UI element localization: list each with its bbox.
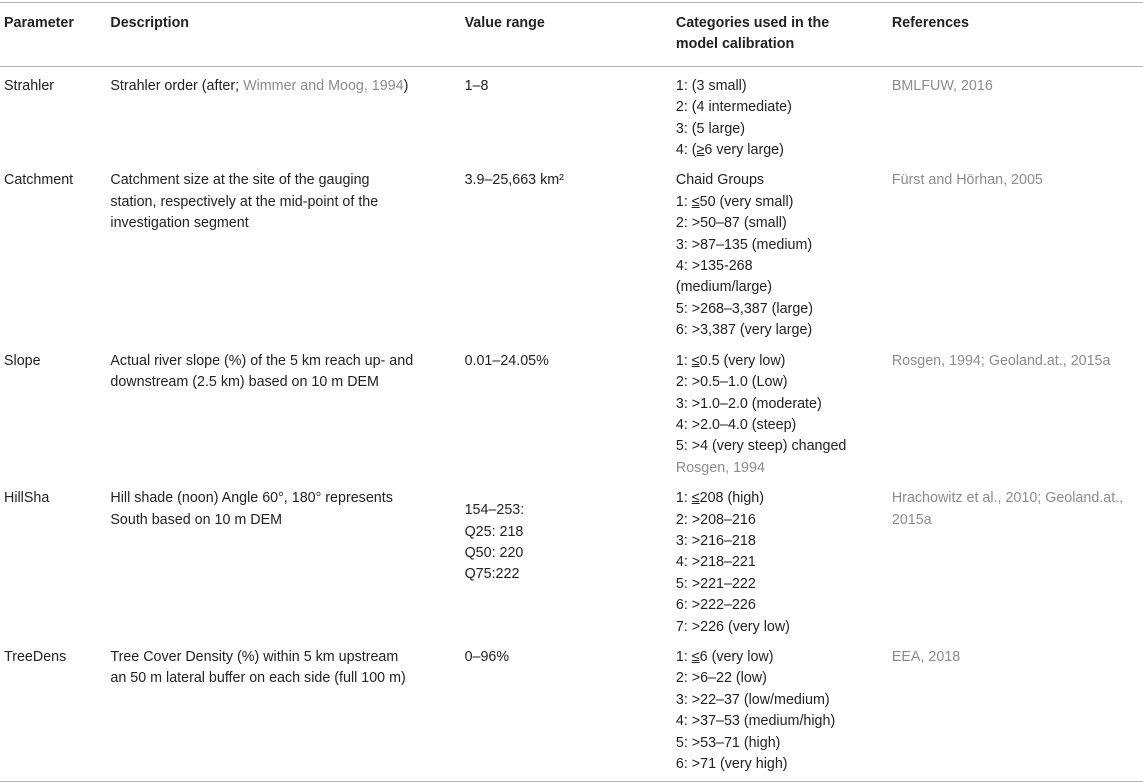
table-row <box>0 342 1143 479</box>
category-item: 4: >218–221 <box>675 554 756 571</box>
cell-categories <box>676 479 892 638</box>
header-categories <box>676 3 892 67</box>
category-item: 1: ≤208 (high) <box>675 490 765 507</box>
cell-categories <box>676 342 892 479</box>
category-item: 2: >208–216 <box>675 511 756 528</box>
header-categories-line1: Categories used in the <box>675 15 830 31</box>
reference-line[interactable]: Hrachowitz et al., 2010; Geoland.at., <box>891 490 1124 507</box>
category-item: 6: >222–226 <box>675 597 756 614</box>
cell-references[interactable]: EEA, 2018 <box>892 638 1143 782</box>
header-references: References <box>892 3 1143 67</box>
category-item: 5: >221–222 <box>675 575 756 592</box>
description-line: an 50 m lateral buffer on each side (full 100 m) <box>110 670 406 687</box>
description-line: Tree Cover Density (%) within 5 km upstream <box>110 648 399 665</box>
cell-description <box>110 638 464 782</box>
category-item: 6: >71 (very high) <box>675 756 788 772</box>
header-parameter: Parameter <box>0 3 110 67</box>
reference-line[interactable]: 2015a <box>891 511 932 528</box>
cell-value-range: 0–96% <box>465 638 676 782</box>
table-row <box>0 161 1143 341</box>
value-line: Q50: 220 <box>464 544 524 561</box>
category-item: 3: >1.0–2.0 (moderate) <box>675 395 822 412</box>
category-item: 2: >50–87 (small) <box>675 215 787 232</box>
cell-references[interactable]: BMLFUW, 2016 <box>891 77 993 94</box>
category-item: 4: >135-268 <box>675 258 753 275</box>
category-item: 6: >3,387 (very large) <box>675 322 813 339</box>
category-item: 5: >53–71 (high) <box>675 734 781 751</box>
value-line: Q75:222 <box>464 566 520 583</box>
citation-link[interactable]: Wimmer and Moog, 1994 <box>243 77 404 94</box>
header-categories-line2: model calibration <box>675 36 795 53</box>
description-line: investigation segment <box>110 215 249 232</box>
cell-value-range: 1–8 <box>464 77 489 94</box>
category-item: 1: ≤6 (very low) <box>675 648 774 665</box>
category-item: 3: >22–37 (low/medium) <box>675 691 830 708</box>
cell-categories <box>676 66 892 161</box>
cell-parameter: Catchment <box>4 172 74 189</box>
citation-link[interactable]: Rosgen, 1994 <box>675 459 765 476</box>
category-item: 5: >4 (very steep) changed <box>675 438 847 455</box>
cell-categories <box>676 161 892 341</box>
cell-description <box>110 66 464 161</box>
description-line: Catchment size at the site of the gauging <box>110 172 370 189</box>
category-item: 2: >6–22 (low) <box>675 670 767 687</box>
header-row <box>0 3 1143 67</box>
category-item: 3: >87–135 (medium) <box>675 236 813 253</box>
category-item: 7: >226 (very low) <box>675 618 790 635</box>
cell-categories <box>676 638 892 782</box>
category-item: 2: (4 intermediate) <box>675 99 792 116</box>
cell-references[interactable]: Fürst and Hörhan, 2005 <box>891 172 1043 189</box>
description-line: Actual river slope (%) of the 5 km reach up- and <box>110 352 414 369</box>
cell-value-range: 3.9–25,663 km² <box>464 172 564 189</box>
category-item: 3: >216–218 <box>675 532 756 549</box>
category-title: Chaid Groups <box>675 172 765 189</box>
header-value-range: Value range <box>465 3 676 67</box>
table-row <box>0 66 1143 161</box>
cell-parameter: HillSha <box>4 490 50 507</box>
parameter-table <box>0 2 1143 782</box>
table-row <box>0 479 1143 638</box>
cell-parameter: Slope <box>4 352 41 369</box>
header-description: Description <box>110 3 464 67</box>
category-item: 1: ≤0.5 (very low) <box>675 352 786 369</box>
description-line: downstream (2.5 km) based on 10 m DEM <box>110 374 379 391</box>
category-item: 5: >268–3,387 (large) <box>675 300 813 317</box>
category-item: 4: (≥6 very large) <box>675 142 784 159</box>
value-line: Q25: 218 <box>464 523 524 540</box>
category-item: (medium/large) <box>675 279 773 296</box>
cell-parameter: TreeDens <box>0 638 110 782</box>
description-text: Strahler order (after; <box>110 77 244 94</box>
cell-references[interactable] <box>892 479 1143 638</box>
category-item: 2: >0.5–1.0 (Low) <box>675 374 788 391</box>
category-item: 1: ≤50 (very small) <box>675 193 794 210</box>
category-item: 4: >2.0–4.0 (steep) <box>675 416 797 433</box>
cell-description <box>110 479 464 638</box>
category-item: 4: >37–53 (medium/high) <box>675 713 836 730</box>
cell-description <box>110 342 464 479</box>
table-row <box>0 638 1143 782</box>
cell-value-range: 0.01–24.05% <box>464 352 549 369</box>
description-line: station, respectively at the mid-point of the <box>110 193 379 210</box>
description-line: South based on 10 m DEM <box>110 511 283 528</box>
cell-description <box>110 161 464 341</box>
category-item: 1: (3 small) <box>675 77 747 94</box>
description-line: Hill shade (noon) Angle 60°, 180° represents <box>110 490 393 507</box>
value-line: 154–253: <box>464 502 525 519</box>
cell-value-range <box>465 479 676 638</box>
cell-references[interactable]: Rosgen, 1994; Geoland.at., 2015a <box>891 352 1111 369</box>
category-item: 3: (5 large) <box>675 120 746 137</box>
description-end: ) <box>403 77 409 94</box>
cell-parameter: Strahler <box>4 77 55 94</box>
